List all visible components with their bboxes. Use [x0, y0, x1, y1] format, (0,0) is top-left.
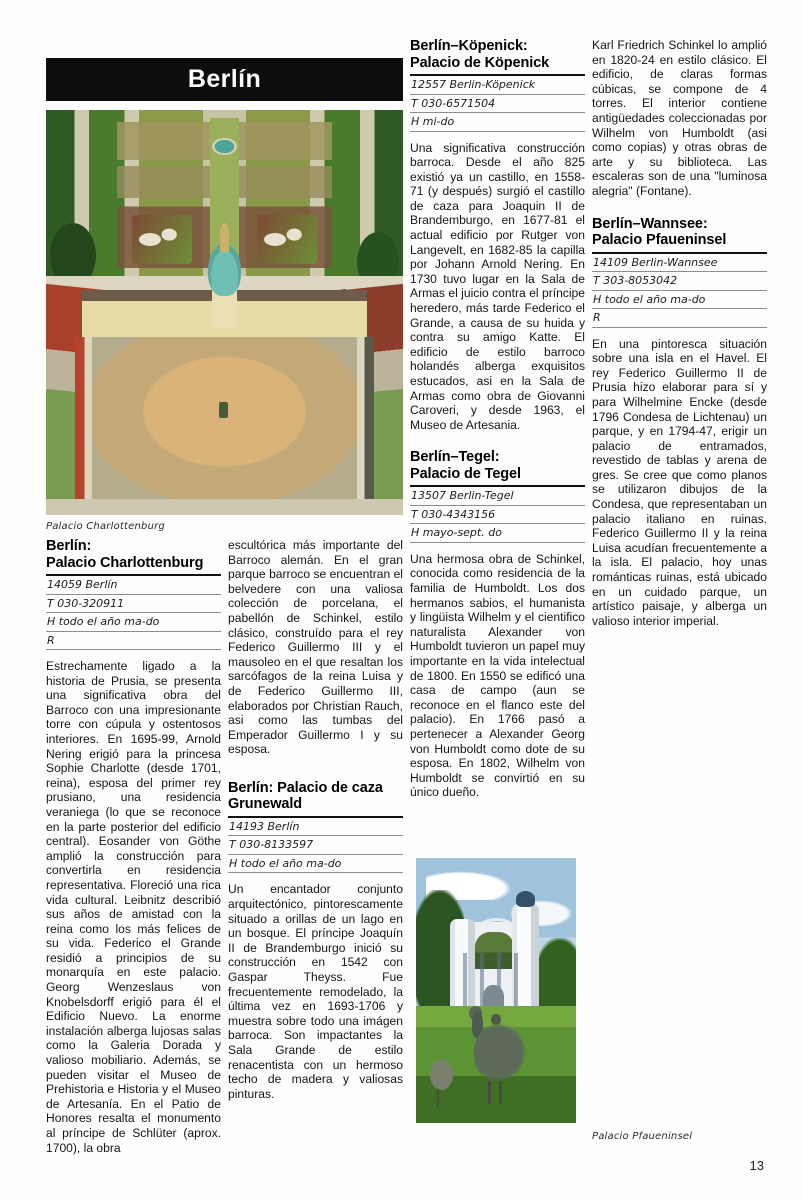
- heading-wannsee: [592, 216, 767, 249]
- heading-charlottenburg: [46, 538, 221, 571]
- courtyard-wing-right: [357, 337, 375, 503]
- section-gap: [592, 208, 767, 216]
- peacock-foreground: [474, 1022, 535, 1088]
- courtyard: [89, 337, 360, 503]
- page-banner: [46, 58, 403, 101]
- peacock-chick: [427, 1059, 456, 1093]
- heading-kopenick: [410, 38, 585, 71]
- body-charlottenburg-part-1: Estrechamente ligado a la historia de Prusia, se presenta una significativa obra del Barroco con una impresionante torre con cúpula y ostentosos interiores. En 1695-99, Arnold Nering erigió para la princesa Sophie Charlotte (desde 1701, reina), esposa del primer rey prusiano, una residencia veraniega (lo que se reconoce en la parte posterior del edificio central). Eosander von Göthe amplió la construcción para convertirla en residencia representativa. Floreció una rica vida cultural. Leibnitz describió sus años de amistad con la reina como los más felices de su vida. Federico el Grande residió a principios de su monarquía en este palacio. Georg Wenzeslaus von Knobelsdorff erigió para él el Edificio Nuevo. La enorme instalación alberga lujosas salas como la Galeria Dorada y valioso mobiliario. Además, se pueden visitar el Museo de Prehistoria e Historia y el Museo de Artesanía. En el Patio de Honores resalta el monumento al príncipe de Schlüter (aprox. 1700), la obra: [46, 659, 221, 1155]
- caption-pfaueninsel: Palacio Pfaueninsel: [592, 1131, 693, 1142]
- heading-tegel: [410, 449, 585, 482]
- info-row-address: 14059 Berlín: [46, 576, 221, 595]
- body-tegel-part-2: Karl Friedrich Schinkel lo amplió en 1820-24 en estilo clásico. El edificio, de claras formas cúbicas, se compone de 4 torres. El interior contiene antigüedades coleccionadas por Wilhelm von Humboldt (asi como copias) y otras obras de arte y su biblioteca. Las escaleras son de una "luminosa alegria" (Fontane).: [592, 38, 767, 198]
- info-table-tegel: [410, 485, 585, 543]
- tower-cupola: [516, 891, 535, 907]
- photo-charlottenburg-aerial: [46, 110, 403, 515]
- peacock-chick-leg: [437, 1089, 439, 1108]
- heading-line-2: Palacio Pfaueninsel: [592, 232, 727, 249]
- peacock-leg-back: [499, 1081, 502, 1105]
- info-row-restaurant: R: [592, 309, 767, 328]
- body-wannsee: En una pintoresca situación sobre una isla en el Havel. El rey Federico Guillermo II de Prusia hizo elaborar para sí y para Wilhelmine Encke (desde 1796 Condesa de Lichtenau) un parque, y en 1794-47, erigir un palacio de entramados, revestido de tablas y arena de gres. Se cree que como planos se utilizaron dibujos de la Condesa, que representaban un palacio italiano en ruinas. Federico Guillermo II y la reina Luisa acudían frecuentemente a la isla. El palacio, hoy unas románticas ruinas, está ubicado en un cuidado parque, un artístico paisaje, y alberga un valioso interior imperial.: [592, 336, 767, 628]
- heading-grunewald: [228, 780, 403, 813]
- info-row-hours: H todo el año ma-do: [46, 613, 221, 632]
- equestrian-statue: [219, 402, 228, 418]
- column-1: [46, 538, 221, 1155]
- heading-line-1: Berlín–Köpenick:: [410, 38, 528, 54]
- peacock-leg-front: [488, 1081, 491, 1105]
- info-row-phone: T 303-8053042: [592, 272, 767, 291]
- info-table-charlottenburg: [46, 574, 221, 650]
- photo-pfaueninsel: [416, 858, 576, 1123]
- body-grunewald: Un encantador conjunto arquitectónico, pintorescamente situado a orillas de un lago en un bosque. El príncipe Joaquín II de Brandemburgo inició su construcción en 1542 con Gaspar Theyss. Fue frecuentemente remodelado, la última vez en 1693-1706 y muestra sobre todo una imágen barroca. Son impactantes la Sala Grande de estilo renacentista con un hermoso techo de madera y valiosas pinturas.: [228, 882, 403, 1101]
- heading-line-1: Berlín–Wannsee:: [592, 215, 708, 232]
- body-kopenick: Una significativa construcción barroca. Desde el año 825 existió ya un castillo, en 1558-71 (y después) surgió el castillo de caza para Joaquin II de Brandemburgo, en 1677-81 el actual edificio por Rutger von Langevelt, en 1682-85 la capilla por Johann Arnold Nering. En 1730 tuvo lugar en la Sala de Armas el juicio contra el príncipe heredero, más tarde Federico el Grande, a causa de su huida y contra su amigo Katte. El edificio de estilo barroco holandés alberga exquisitos estucados, asi en la Sala de Armas como obra de Giovanni Caroveri, y desde 1963, el Museo de Artesania.: [410, 140, 585, 432]
- info-row-address: 14193 Berlín: [228, 818, 403, 837]
- info-row-hours: H todo el año ma-do: [592, 291, 767, 310]
- info-row-phone: T 030-4343156: [410, 506, 585, 525]
- info-row-phone: T 030-8133597: [228, 836, 403, 855]
- info-row-address: 12557 Berlin-Köpenick: [410, 76, 585, 95]
- page-title: Berlín: [187, 65, 262, 93]
- heading-line-2: Grunewald: [228, 796, 303, 813]
- forecourt-pavement: [46, 499, 403, 515]
- heading-line-2: Palacio de Tegel: [410, 465, 521, 482]
- info-row-address: 14109 Berlin-Wannsee: [592, 254, 767, 273]
- column-4: [592, 38, 767, 628]
- section-gap: [228, 766, 403, 780]
- ornamental-bed-right: [257, 215, 318, 264]
- body-charlottenburg-part-2: escultórica más importante del Barroco alemán. En el gran parque barroco se encuentran el belvedere con una valiosa colección de porcelana, el pabellón de Schinkel, estilo clásico, construído para el rey Federico Guillermo III y el mausoleo en el que resaltan los sarcófagos de la reina Luisa y de Federico Guillermo III, elaborados por Christian Rauch, asi como las tumbas del Emperador Guillermo I y su esposa.: [228, 538, 403, 757]
- ornamental-bed-left: [132, 215, 193, 264]
- heading-line-1: Berlín–Tegel:: [410, 449, 500, 466]
- heading-line-1: Berlín: Palacio de caza: [228, 779, 383, 796]
- heading-line-1: Berlín:: [46, 538, 92, 554]
- column-3: [410, 38, 585, 800]
- info-table-grunewald: [228, 816, 403, 874]
- info-row-restaurant: R: [46, 632, 221, 651]
- section-gap: [410, 441, 585, 449]
- info-row-phone: T 030-320911: [46, 595, 221, 614]
- body-tegel-part-1: Una hermosa obra de Schinkel, conocida como residencia de la familia de Humboldt. Los dos hermanos sabios, el humanista y lingüista Wilhelm y el cientifico naturalista Alexander von Humboldt tuvieron un papel muy importante en la vida intelectual de 1800. En 1550 se edificó una casa de campo (aun se reconoce en el flanco este del palacio). En 1766 pasó a pertenecer a Alexander Georg von Humboldt como dote de su esposa. En 1802, Wilhelm von Humboldt se convirtió en su único dueño.: [410, 551, 585, 800]
- info-row-hours: H mayo-sept. do: [410, 524, 585, 543]
- page-number: 13: [749, 1158, 764, 1173]
- info-row-address: 13507 Berlin-Tegel: [410, 487, 585, 506]
- info-table-kopenick: [410, 74, 585, 132]
- info-row-hours: H mi-do: [410, 113, 585, 132]
- info-row-hours: H todo el año ma-do: [228, 855, 403, 874]
- column-2: [228, 538, 403, 1101]
- courtyard-wing-left: [75, 337, 93, 503]
- heading-line-2: Palacio Charlottenburg: [46, 554, 204, 571]
- heading-line-2: Palacio de Köpenick: [410, 54, 550, 71]
- info-row-phone: T 030-6571504: [410, 95, 585, 114]
- dome-lantern: [220, 223, 230, 251]
- info-table-wannsee: [592, 252, 767, 328]
- caption-charlottenburg: Palacio Charlottenburg: [46, 521, 165, 532]
